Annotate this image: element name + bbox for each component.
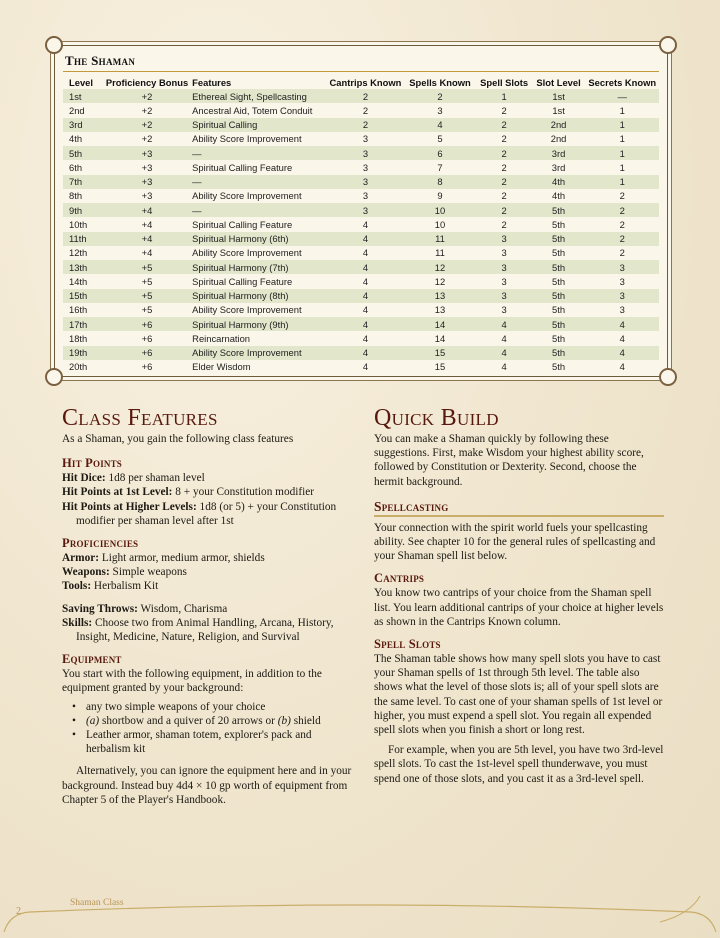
cell-level: 14th (69, 275, 88, 287)
cell-spell-slots: 2 (477, 175, 532, 189)
cell-proficiency-bonus: +6 (104, 317, 190, 331)
table-row (63, 103, 659, 117)
armor-label: Armor: (62, 552, 100, 565)
cell-features: Spiritual Calling Feature (192, 218, 293, 230)
cell-features: Ability Score Improvement (192, 133, 302, 145)
spell-slots-heading: Spell Slots (374, 637, 441, 652)
cell-level: 10th (69, 218, 88, 230)
cell-secrets-known: 2 (619, 190, 625, 202)
equipment-alternative: Alternatively, you can ignore the equipment here and in your background. Instead buy 4d4 × 10 gp worth of equipment from Chapter 5 of the Player's Handbook. (62, 765, 352, 806)
cell-spell-slots: 1 (477, 89, 532, 103)
cell-spells-known: 11 (403, 232, 476, 246)
quick-build-text: You can make a Shaman quickly by following these suggestions. First, make Wisdom your highest ability score, followed by Constitution or Dexterity. Second, choose the hermit background. (374, 433, 644, 488)
cell-secrets-known: 3 (619, 275, 625, 287)
cell-level: 18th (69, 332, 88, 344)
table-title: The Shaman (65, 53, 136, 68)
cell-slot-level: 5th (552, 218, 566, 230)
saving-throws-line (62, 602, 352, 616)
cell-spells-known: 14 (403, 317, 476, 331)
cell-proficiency-bonus: +6 (141, 332, 153, 344)
cell-features: — (190, 146, 327, 160)
cell-proficiency-bonus: +6 (141, 361, 153, 373)
cell-proficiency-bonus: +4 (104, 232, 190, 246)
tools-line (62, 579, 352, 593)
cell-secrets-known: 4 (619, 361, 625, 373)
saving-throws-value: Wisdom, Charisma (140, 602, 228, 615)
list-item: • any two simple weapons of your choice (76, 700, 352, 714)
table-row (63, 189, 659, 203)
cell-spell-slots: 3 (477, 289, 532, 303)
cell-secrets-known: 3 (586, 289, 659, 303)
cell-secrets-known: 1 (619, 104, 625, 116)
option-b-marker: (b) (277, 714, 291, 727)
cell-secrets-known: 2 (586, 232, 659, 246)
table-body (63, 89, 659, 374)
cell-spells-known: 8 (403, 175, 476, 189)
option-a-marker: (a) (86, 714, 100, 727)
cell-level: 7th (63, 175, 104, 189)
option-b-text: shield (293, 714, 321, 727)
cell-cantrips-known: 3 (328, 146, 404, 160)
cell-slot-level: 5th (552, 361, 566, 373)
cell-slot-level: 5th (552, 304, 566, 316)
cell-level: 11th (63, 232, 104, 246)
column-header-level: Level (69, 77, 93, 88)
shaman-table-frame (54, 45, 668, 377)
cell-proficiency-bonus: +3 (141, 190, 153, 202)
cell-slot-level: 3rd (551, 161, 566, 173)
cell-cantrips-known: 3 (328, 203, 404, 217)
cell-spell-slots: 2 (477, 118, 532, 132)
cell-features: Elder Wisdom (192, 361, 251, 373)
cell-features: Ethereal Sight, Spellcasting (190, 89, 327, 103)
class-features-intro: As a Shaman, you gain the following class features (62, 433, 294, 445)
cell-secrets-known: 3 (586, 260, 659, 274)
cell-spells-known: 3 (437, 104, 443, 116)
cell-secrets-known: 4 (586, 346, 659, 360)
cell-cantrips-known: 4 (362, 304, 369, 316)
cell-features: Spiritual Harmony (6th) (190, 232, 327, 246)
table-row (63, 160, 659, 174)
cell-spells-known: 9 (437, 190, 443, 202)
cell-spell-slots: 2 (501, 218, 507, 230)
table-row (63, 246, 659, 260)
tools-value: Herbalism Kit (93, 580, 159, 593)
cell-proficiency-bonus: +4 (141, 218, 153, 230)
equipment-list (62, 700, 352, 757)
cell-features: Spiritual Harmony (7th) (190, 260, 327, 274)
cell-spell-slots: 2 (477, 203, 532, 217)
cell-spell-slots: 2 (501, 133, 507, 145)
cell-slot-level: 4th (532, 175, 586, 189)
spell-slots-text: The Shaman table shows how many spell slots you have to cast your Shaman spells of 1st through 5th level. The table also shows what the level of those slots is; all of your spell slots are the same level. To cast one of your shaman spells of 1st level or higher, you must expend a spell slot. You regain all expended spell slots when you finish a short or long rest. (374, 653, 663, 737)
cell-spells-known: 5 (437, 133, 443, 145)
cell-cantrips-known: 4 (362, 332, 369, 344)
cell-proficiency-bonus: +3 (104, 146, 190, 160)
table-row (63, 146, 659, 160)
list-item (76, 714, 352, 728)
cell-spells-known: 14 (434, 332, 446, 344)
cell-secrets-known: 2 (619, 218, 625, 230)
equipment-heading: Equipment (62, 652, 122, 667)
table-row (63, 118, 659, 132)
table-row (63, 232, 659, 246)
cell-spells-known: 13 (434, 304, 446, 316)
cell-secrets-known: 1 (586, 118, 659, 132)
tools-label: Tools: (62, 580, 92, 593)
cell-slot-level: 5th (532, 346, 586, 360)
cell-cantrips-known: 3 (362, 190, 369, 202)
cell-spell-slots: 2 (477, 146, 532, 160)
cell-secrets-known: 4 (619, 332, 625, 344)
column-header-cantrips-known: Cantrips Known (329, 77, 402, 88)
equipment-intro: You start with the following equipment, in addition to the equipment granted by your background: (62, 668, 322, 695)
column-header-spells-known: Spells Known (409, 77, 471, 88)
title-divider (63, 71, 659, 72)
cell-features: Spiritual Calling Feature (192, 275, 293, 287)
cell-cantrips-known: 3 (362, 161, 369, 173)
cell-spell-slots: 2 (501, 161, 507, 173)
cell-proficiency-bonus: +2 (141, 133, 153, 145)
hp-higher-levels-value: 1d8 (or 5) + your Constitution modifier per shaman level after 1st (76, 500, 337, 527)
cell-cantrips-known: 4 (328, 317, 404, 331)
cell-secrets-known: 1 (619, 161, 625, 173)
cell-spell-slots: 2 (501, 104, 507, 116)
cell-spell-slots: 3 (501, 275, 507, 287)
hit-dice-label: Hit Dice: (62, 472, 106, 485)
cell-spells-known: 6 (403, 146, 476, 160)
right-column (374, 404, 664, 786)
cell-spells-known: 4 (403, 118, 476, 132)
cell-proficiency-bonus: +6 (104, 346, 190, 360)
cell-slot-level: 2nd (550, 133, 567, 145)
hit-dice-value: 1d8 per shaman level (108, 472, 205, 485)
class-features-heading: Class Features (62, 405, 218, 431)
cell-spell-slots: 3 (477, 260, 532, 274)
cell-slot-level: 5th (552, 332, 566, 344)
cell-secrets-known: — (586, 89, 659, 103)
column-header-proficiency-bonus: Proficiency Bonus (105, 77, 189, 88)
cell-slot-level: 1st (532, 89, 586, 103)
cell-cantrips-known: 4 (328, 260, 404, 274)
hit-points-heading: Hit Points (62, 456, 122, 471)
column-header-features: Features (192, 77, 232, 88)
cell-slot-level: 2nd (532, 118, 586, 132)
cell-slot-level: 5th (532, 260, 586, 274)
table-row (63, 260, 659, 274)
cell-slot-level: 4th (552, 190, 566, 202)
cell-level: 12th (69, 247, 88, 259)
frame-corner-ornament (45, 36, 63, 54)
cell-level: 3rd (63, 118, 104, 132)
hp-first-level-line (62, 485, 352, 499)
column-header-spell-slots: Spell Slots (480, 77, 529, 88)
armor-value: Light armor, medium armor, shields (101, 552, 265, 565)
cell-features: Spiritual Calling (190, 118, 327, 132)
cell-spells-known: 15 (434, 361, 446, 373)
cell-secrets-known: 1 (586, 146, 659, 160)
table-header-row (63, 76, 659, 89)
spellcasting-text: Your connection with the spirit world fuels your spellcasting ability. See chapter 10 for the general rules of spellcasting and your Shaman spell list below. (374, 521, 656, 563)
cell-slot-level: 5th (532, 203, 586, 217)
cell-spell-slots: 3 (501, 304, 507, 316)
cell-secrets-known: 2 (586, 203, 659, 217)
cell-secrets-known: 4 (586, 317, 659, 331)
weapons-line (62, 565, 352, 579)
cell-slot-level: 5th (532, 232, 586, 246)
cell-features: Spiritual Harmony (8th) (190, 289, 327, 303)
table-row (63, 303, 659, 317)
cell-spell-slots: 2 (501, 190, 507, 202)
cell-features: Ability Score Improvement (192, 247, 302, 259)
frame-corner-ornament (659, 368, 677, 386)
cell-features: Ancestral Aid, Totem Conduit (192, 104, 313, 116)
cell-cantrips-known: 4 (362, 247, 369, 259)
cell-level: 19th (63, 346, 104, 360)
table-row (63, 175, 659, 189)
cell-features: Ability Score Improvement (192, 304, 302, 316)
cell-level: 16th (69, 304, 88, 316)
weapons-value: Simple weapons (112, 566, 187, 579)
table-row (63, 346, 659, 360)
cell-proficiency-bonus: +2 (104, 118, 190, 132)
cell-proficiency-bonus: +3 (141, 161, 153, 173)
cell-level: 2nd (69, 104, 85, 116)
cell-slot-level: 5th (532, 317, 586, 331)
cell-proficiency-bonus: +4 (141, 247, 153, 259)
cell-cantrips-known: 4 (362, 275, 369, 287)
cell-spell-slots: 3 (501, 247, 507, 259)
cell-features: Ability Score Improvement (190, 346, 327, 360)
hp-first-level-value: 8 + your Constitution modifier (175, 486, 315, 499)
armor-line (62, 551, 352, 565)
cell-spell-slots: 4 (477, 317, 532, 331)
cell-cantrips-known: 2 (362, 104, 369, 116)
cell-spell-slots: 4 (477, 346, 532, 360)
cell-proficiency-bonus: +2 (141, 104, 153, 116)
cell-level: 9th (63, 203, 104, 217)
table-row (63, 360, 659, 374)
column-header-secrets-known: Secrets Known (588, 77, 657, 88)
cell-features: — (190, 203, 327, 217)
page-number: 2 (16, 906, 21, 917)
cell-spells-known: 2 (403, 89, 476, 103)
cell-cantrips-known: 2 (328, 118, 404, 132)
skills-label: Skills: (62, 616, 93, 629)
quick-build-heading: Quick Build (374, 405, 499, 431)
cell-proficiency-bonus: +2 (104, 89, 190, 103)
table-row (63, 289, 659, 303)
cell-features: — (190, 175, 327, 189)
proficiencies-heading: Proficiencies (62, 536, 139, 551)
cell-level: 5th (63, 146, 104, 160)
frame-corner-ornament (45, 368, 63, 386)
table-row (63, 274, 659, 288)
cell-spell-slots: 3 (477, 232, 532, 246)
table-row (63, 89, 659, 103)
cell-cantrips-known: 3 (362, 133, 369, 145)
cell-spells-known: 12 (434, 275, 446, 287)
cell-secrets-known: 2 (619, 247, 625, 259)
skills-line (62, 616, 352, 644)
cell-features: Ability Score Improvement (192, 190, 302, 202)
cell-cantrips-known: 2 (328, 89, 404, 103)
cell-cantrips-known: 4 (362, 218, 369, 230)
cantrips-text: You know two cantrips of your choice from the Shaman spell list. You learn additional cantrips of your choice at higher levels as shown in the Cantrips Known column. (374, 587, 664, 628)
cell-proficiency-bonus: +5 (104, 260, 190, 274)
weapons-label: Weapons: (62, 566, 110, 579)
shaman-progression-table (63, 76, 659, 374)
left-column (62, 404, 352, 807)
cell-proficiency-bonus: +5 (104, 289, 190, 303)
cell-spells-known: 10 (434, 218, 446, 230)
hp-higher-levels-label: Hit Points at Higher Levels: (62, 500, 197, 513)
cell-slot-level: 5th (532, 289, 586, 303)
cell-spells-known: 10 (403, 203, 476, 217)
cell-level: 17th (63, 317, 104, 331)
cell-spells-known: 7 (437, 161, 443, 173)
cell-secrets-known: 3 (619, 304, 625, 316)
cell-proficiency-bonus: +4 (104, 203, 190, 217)
spellcasting-heading: Spellcasting (374, 499, 664, 517)
cell-features: Spiritual Calling Feature (192, 161, 293, 173)
cell-slot-level: 3rd (532, 146, 586, 160)
cell-level: 20th (69, 361, 88, 373)
cell-cantrips-known: 4 (362, 361, 369, 373)
cell-proficiency-bonus: +3 (104, 175, 190, 189)
table-row (63, 132, 659, 146)
table-row (63, 203, 659, 217)
cell-level: 13th (63, 260, 104, 274)
cell-spells-known: 12 (403, 260, 476, 274)
footer-label: Shaman Class (70, 898, 124, 908)
cell-spell-slots: 4 (501, 361, 507, 373)
cell-level: 4th (69, 133, 83, 145)
spell-slots-example: For example, when you are 5th level, you have two 3rd-level spell slots. To cast the 1st-level spell thunderwave, you must spend one of those slots, and you cast it as a 3rd-level spell. (374, 744, 664, 785)
cell-cantrips-known: 3 (328, 175, 404, 189)
hit-dice-line (62, 471, 352, 485)
cell-secrets-known: 1 (619, 133, 625, 145)
column-header-slot-level: Slot Level (536, 77, 581, 88)
frame-corner-ornament (659, 36, 677, 54)
table-row (63, 217, 659, 231)
cell-proficiency-bonus: +5 (141, 275, 153, 287)
cell-features: Reincarnation (192, 332, 251, 344)
cell-level: 1st (63, 89, 104, 103)
cell-slot-level: 5th (552, 275, 566, 287)
cell-level: 6th (69, 161, 83, 173)
cell-slot-level: 5th (552, 247, 566, 259)
table-row (63, 331, 659, 345)
hp-first-level-label: Hit Points at 1st Level: (62, 486, 173, 499)
list-item: • Leather armor, shaman totem, explorer's pack and herbalism kit (76, 728, 352, 756)
cell-level: 8th (69, 190, 83, 202)
cell-spell-slots: 4 (501, 332, 507, 344)
cell-spells-known: 11 (435, 247, 445, 259)
cell-spells-known: 15 (403, 346, 476, 360)
skills-value: Choose two from Animal Handling, Arcana, History, Insight, Medicine, Nature, Religion, and Survival (76, 616, 334, 644)
cell-level: 15th (63, 289, 104, 303)
cell-slot-level: 1st (552, 104, 565, 116)
table-row (63, 317, 659, 331)
cell-cantrips-known: 4 (328, 346, 404, 360)
cell-secrets-known: 1 (586, 175, 659, 189)
cell-cantrips-known: 4 (328, 289, 404, 303)
cell-spells-known: 13 (403, 289, 476, 303)
cell-features: Spiritual Harmony (9th) (190, 317, 327, 331)
cell-cantrips-known: 4 (328, 232, 404, 246)
saving-throws-label: Saving Throws: (62, 602, 138, 615)
hp-higher-levels-line (62, 500, 352, 528)
cell-proficiency-bonus: +5 (141, 304, 153, 316)
cantrips-heading: Cantrips (374, 571, 425, 586)
option-a-text: shortbow and a quiver of 20 arrows or (102, 714, 275, 727)
